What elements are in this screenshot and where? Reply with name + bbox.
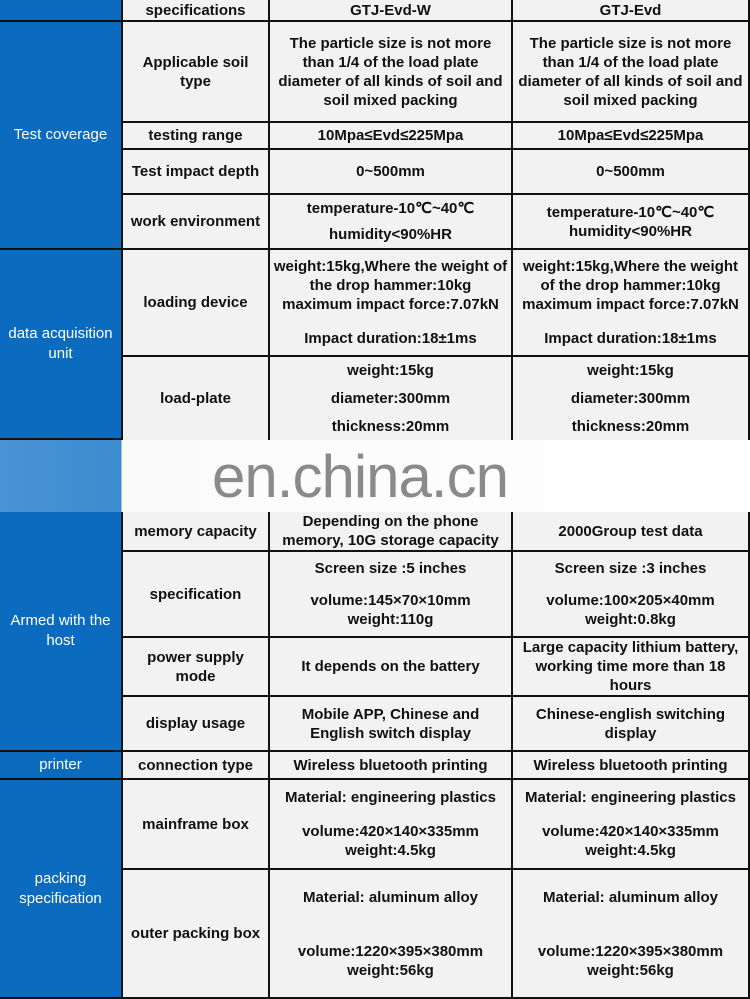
value-line: volume:420×140×335mm weight:4.5kg <box>302 823 479 860</box>
row-value-model-a <box>270 870 513 999</box>
row-value-model-b <box>513 552 750 638</box>
value-line: weight:15kg,Where the weight of the drop hammer:10kg maximum impact force:7.07kN <box>522 258 739 314</box>
value-line: volume:145×70×10mm weight:110g <box>310 592 471 629</box>
value-line: 0~500mm <box>356 163 425 180</box>
header-blank <box>0 0 121 22</box>
row-value-model-b <box>513 870 750 999</box>
row-value-model-a <box>270 123 513 150</box>
value-line: temperature-10℃~40℃ <box>306 199 475 217</box>
row-value-model-b <box>513 22 750 123</box>
row-value-model-a <box>270 752 513 780</box>
value-line: humidity<90%HR <box>329 226 452 244</box>
header-model-a <box>270 0 513 22</box>
row-key-text: connection type <box>137 756 253 774</box>
value-line: Mobile APP, Chinese and English switch display <box>301 705 480 742</box>
header-text: GTJ-Evd <box>599 1 662 19</box>
value-line: Material: engineering plastics <box>285 788 496 806</box>
value-line: Depending on the phone memory, 10G storage capacity <box>282 513 499 549</box>
group-label-text: printer <box>39 756 82 773</box>
row-key <box>121 250 270 357</box>
row-key-text: power supply mode <box>147 648 244 685</box>
row-key-text: Applicable soil type <box>142 53 249 90</box>
row-key-text: testing range <box>148 127 243 144</box>
row-value-model-a <box>270 22 513 123</box>
value-line: 10Mpa≤Evd≤225Mpa <box>557 127 704 144</box>
value-line: Screen size :3 inches <box>554 559 707 577</box>
row-key <box>121 638 270 697</box>
row-key-text: loading device <box>143 294 248 311</box>
value-line: volume:100×205×40mm weight:0.8kg <box>546 592 715 629</box>
group-label <box>0 780 121 999</box>
group-label-text: Test coverage <box>13 126 108 143</box>
header-text: specifications <box>145 1 246 19</box>
value-line: The particle size is not more than 1/4 of the load plate diameter of all kinds of soil and soil mixed packing <box>518 34 743 109</box>
value-line: diameter:300mm <box>570 389 691 407</box>
value-line: The particle size is not more than 1/4 of the load plate diameter of all kinds of soil and soil mixed packing <box>278 34 503 109</box>
row-value-model-b <box>513 357 750 440</box>
row-value-model-a <box>270 697 513 752</box>
row-key-text: Test impact depth <box>131 163 260 180</box>
value-line: Wireless bluetooth printing <box>293 756 488 774</box>
row-key <box>121 780 270 870</box>
row-value-model-b <box>513 250 750 357</box>
row-key <box>121 357 270 440</box>
group-label <box>0 22 121 250</box>
group-label <box>0 250 121 440</box>
value-line: 0~500mm <box>596 163 665 180</box>
value-line: volume:1220×395×380mm weight:56kg <box>537 942 724 979</box>
value-line: thickness:20mm <box>331 417 450 435</box>
row-key <box>121 752 270 780</box>
row-value-model-a <box>270 638 513 697</box>
value-line: Large capacity lithium battery, working time more than 18 hours <box>522 639 739 694</box>
value-line: volume:420×140×335mm weight:4.5kg <box>542 823 719 860</box>
value-line: volume:1220×395×380mm weight:56kg <box>297 942 484 979</box>
group-label <box>0 752 121 780</box>
row-key-text: work environment <box>130 213 261 230</box>
row-key-text: mainframe box <box>142 815 249 833</box>
row-value-model-b <box>513 512 750 552</box>
row-key-text: load-plate <box>160 390 231 407</box>
value-line: diameter:300mm <box>330 389 451 407</box>
value-line: Material: engineering plastics <box>525 788 736 806</box>
value-line: 2000Group test data <box>558 522 703 540</box>
row-key <box>121 870 270 999</box>
value-line: Impact duration:18±1ms <box>304 329 477 347</box>
row-value-model-a <box>270 512 513 552</box>
group-label <box>0 512 121 752</box>
value-line: temperature-10℃~40℃ humidity<90%HR <box>546 203 715 240</box>
value-line: Chinese-english switching display <box>535 705 726 742</box>
row-value-model-b <box>513 780 750 870</box>
row-value-model-a <box>270 250 513 357</box>
value-line: Material: aluminum alloy <box>302 888 479 906</box>
watermark: en.china.cn <box>0 440 750 512</box>
row-value-model-a <box>270 195 513 250</box>
row-key-text: display usage <box>145 715 246 732</box>
group-label-text: packing specification <box>19 869 102 907</box>
row-key <box>121 123 270 150</box>
row-value-model-a <box>270 357 513 440</box>
row-key <box>121 150 270 195</box>
row-value-model-b <box>513 123 750 150</box>
value-line: It depends on the battery <box>301 658 480 675</box>
header-specifications <box>121 0 270 22</box>
value-line: weight:15kg,Where the weight of the drop hammer:10kg maximum impact force:7.07kN <box>273 258 508 314</box>
group-label-text: Armed with the host <box>10 612 111 649</box>
row-value-model-a <box>270 552 513 638</box>
value-line: Wireless bluetooth printing <box>533 756 728 774</box>
group-label-text: data acquisition unit <box>8 325 113 362</box>
value-line: Impact duration:18±1ms <box>544 329 717 347</box>
row-value-model-b <box>513 752 750 780</box>
row-key-text: memory capacity <box>134 522 257 540</box>
value-line: weight:15kg <box>347 362 434 380</box>
row-key <box>121 512 270 552</box>
row-value-model-b <box>513 638 750 697</box>
row-key-text: specification <box>149 585 242 603</box>
value-line: Screen size :5 inches <box>314 559 467 577</box>
row-value-model-a <box>270 780 513 870</box>
value-line: Material: aluminum alloy <box>542 888 719 906</box>
row-value-model-b <box>513 697 750 752</box>
value-line: weight:15kg <box>587 362 674 380</box>
row-value-model-a <box>270 150 513 195</box>
header-model-b <box>513 0 750 22</box>
header-text: GTJ-Evd-W <box>350 1 431 19</box>
row-key <box>121 552 270 638</box>
row-key <box>121 22 270 123</box>
row-key <box>121 697 270 752</box>
value-line: thickness:20mm <box>571 417 690 435</box>
row-value-model-b <box>513 150 750 195</box>
row-key <box>121 195 270 250</box>
value-line: 10Mpa≤Evd≤225Mpa <box>317 127 464 144</box>
row-key-text: outer packing box <box>130 925 261 942</box>
row-value-model-b <box>513 195 750 250</box>
